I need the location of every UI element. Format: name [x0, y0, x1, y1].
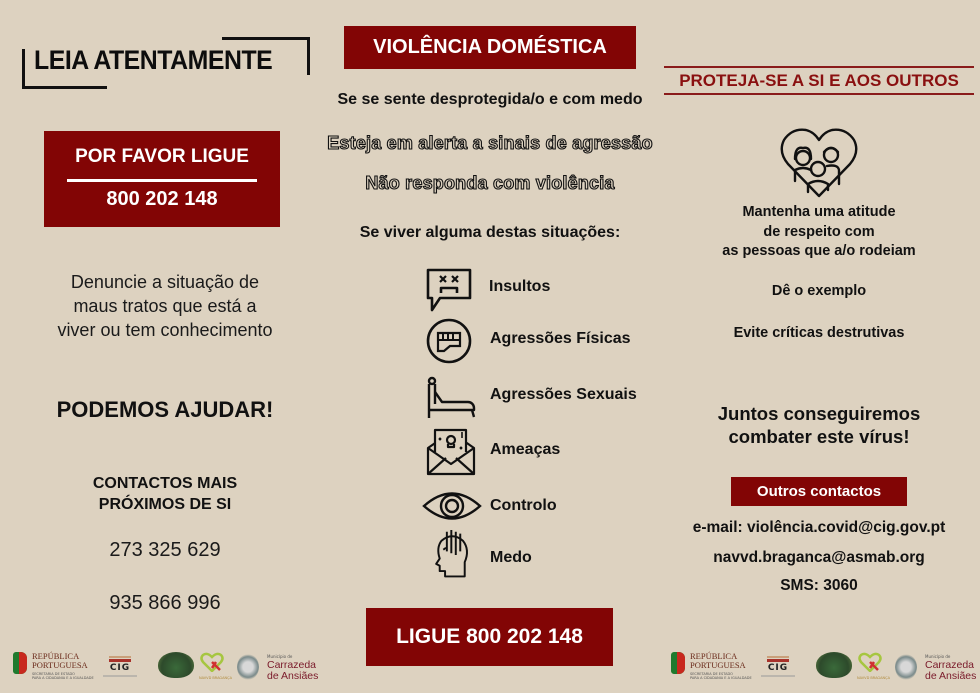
situation-label: Agressões Sexuais [490, 386, 637, 403]
navvd-caption: NAVVD BRAGANÇA [857, 676, 890, 680]
fist-icon [424, 316, 480, 366]
call-hotline-banner [366, 608, 613, 666]
republica-flag-logo [13, 652, 27, 674]
logo-text: REPÚBLICA [690, 651, 738, 661]
eye-icon [421, 481, 483, 531]
together-line: Juntos conseguiremos [717, 403, 921, 424]
municipal-crest-logo [895, 654, 917, 680]
situation-label: Ameaças [490, 441, 561, 458]
sms-contact: SMS: 3060 [780, 577, 858, 594]
hotline-number: 800 202 148 [106, 188, 218, 210]
respect-line: de respeito com [763, 223, 875, 240]
phone-number: 935 866 996 [109, 592, 221, 614]
logo-text: REPÚBLICA [32, 651, 80, 661]
together-text [664, 402, 974, 448]
report-line: maus tratos que está a [73, 296, 257, 316]
carrazeda-logo-text [267, 660, 318, 681]
cig-logo-text: CIG [767, 663, 789, 673]
logo-subtext: SECRETARIA DE ESTADO [690, 672, 733, 676]
call-hotline-box [44, 131, 280, 227]
respect-text [664, 203, 974, 262]
logo-subtext: PARA A CIDADANIA E A IGUALDADE [690, 676, 752, 680]
insult-speech-bubble-icon [424, 266, 480, 316]
bracket-right-vertical [307, 37, 310, 75]
other-contacts-label: Outros contactos [756, 483, 882, 500]
help-heading: PODEMOS AJUDAR! [56, 397, 274, 422]
bed-icon [424, 372, 480, 422]
logo-text: Carrazeda [267, 659, 317, 671]
navvd-heart-logo [858, 652, 882, 672]
bracket-left-bottom [22, 86, 107, 89]
criticism-text: Evite críticas destrutivas [733, 325, 905, 341]
logo-text: Carrazeda [925, 659, 975, 671]
call-label: POR FAVOR LIGUE [75, 146, 249, 167]
contacts-heading-line: PRÓXIMOS DE SI [98, 496, 232, 513]
example-text: Dê o exemplo [771, 283, 867, 299]
threat-letter-icon [424, 426, 480, 476]
sponsor-logos-left [13, 648, 319, 686]
protect-title-box [664, 66, 974, 95]
situation-label: Controlo [490, 497, 557, 514]
situation-label: Insultos [489, 278, 551, 295]
navvd-caption: NAVVD BRAGANÇA [199, 676, 232, 680]
navvd-heart-logo [200, 652, 224, 672]
report-line: Denuncie a situação de [70, 272, 260, 292]
logo-text: de Ansiães [267, 669, 319, 682]
email-cig-link[interactable]: e-mail: violência.covid@cig.gov.pt [692, 519, 946, 536]
contacts-heading [20, 473, 310, 515]
republica-sub [690, 672, 752, 680]
logo-text: de Ansiães [925, 669, 977, 682]
phone-number: 273 325 629 [109, 539, 221, 561]
family-heart-icon [778, 126, 860, 198]
intro-text: Se se sente desprotegida/o e com medo [337, 91, 643, 108]
read-carefully-header [22, 37, 310, 89]
republica-logo-text [32, 652, 88, 670]
respect-line: as pessoas que a/o rodeiam [722, 243, 916, 259]
logo-subtext: SECRETARIA DE ESTADO [32, 672, 75, 676]
logo-text: PORTUGUESA [690, 660, 746, 670]
email-navvd-link[interactable]: navvd.braganca@asmab.org [713, 549, 925, 566]
divider [67, 179, 257, 182]
other-contacts-box [731, 477, 907, 506]
bracket-left-vertical [22, 49, 25, 89]
garden-logo [158, 652, 194, 678]
report-text [20, 270, 310, 342]
republica-logo-text [690, 652, 746, 670]
municipal-crest-logo [237, 654, 259, 680]
situation-label: Medo [490, 549, 532, 566]
contacts-heading-line: CONTACTOS MAIS [92, 475, 238, 492]
bracket-right-top [222, 37, 310, 40]
garden-logo [816, 652, 852, 678]
section-title: PROTEJA-SE A SI E AOS OUTROS [679, 71, 959, 90]
republica-sub [32, 672, 94, 680]
situations-heading: Se viver alguma destas situações: [359, 224, 621, 241]
fear-head-icon [426, 530, 482, 580]
situation-label: Agressões Físicas [490, 330, 631, 347]
call-hotline-text: LIGUE 800 202 148 [396, 625, 583, 648]
domestic-violence-title-box [344, 26, 636, 69]
municipio-label: Município de [267, 654, 293, 659]
cig-logo-text: CIG [109, 663, 131, 673]
sponsor-logos-right [671, 648, 977, 686]
republica-flag-logo [671, 652, 685, 674]
respect-line: Mantenha uma atitude [742, 204, 896, 220]
logo-text: PORTUGUESA [32, 660, 88, 670]
carrazeda-logo-text [925, 660, 976, 681]
municipio-label: Município de [925, 654, 951, 659]
cig-logo [761, 656, 795, 677]
logo-subtext: PARA A CIDADANIA E A IGUALDADE [32, 676, 94, 680]
section-title: VIOLÊNCIA DOMÉSTICA [373, 36, 607, 58]
page-title: LEIA ATENTAMENTE [34, 45, 273, 75]
no-violence-text: Não responda com violência [365, 173, 615, 193]
together-line: combater este vírus! [728, 426, 910, 447]
cig-logo [103, 656, 137, 677]
report-line: viver ou tem conhecimento [57, 320, 273, 340]
alert-text: Esteja em alerta a sinais de agressão [327, 133, 653, 153]
